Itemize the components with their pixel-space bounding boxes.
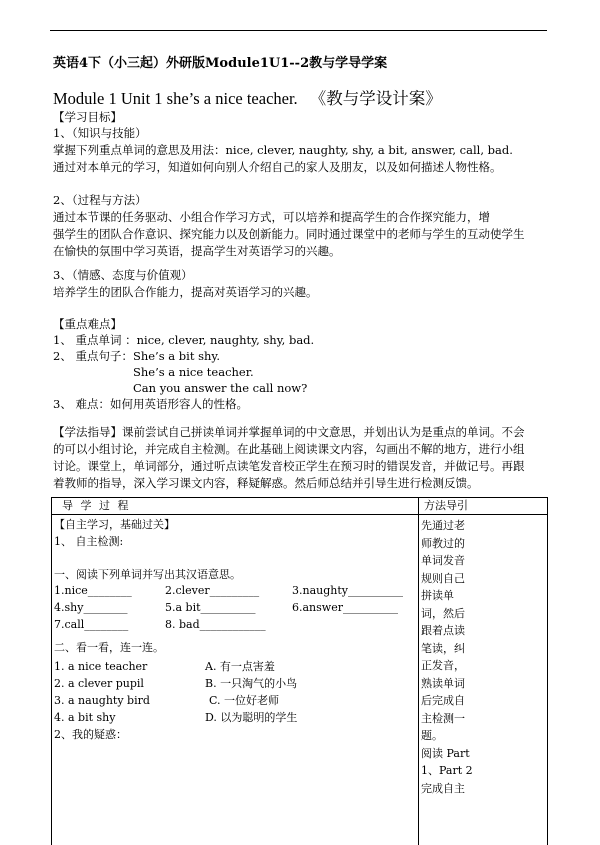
task-1-instruction: 一、阅读下列单词并写出其汉语意思。 [54, 568, 241, 581]
method-guide-line: 1、Part 2 [421, 764, 473, 777]
method-line-2: 的可以小组讨论，并完成自主检测。在此基础上阅读课文内容，勾画出不解的地方，进行小组 [53, 442, 525, 456]
match-left-item: 2. a clever pupil [54, 677, 144, 690]
method-guide-line: 词，然后 [421, 606, 465, 620]
objective-3-heading: 3、（情感、态度与价值观） [53, 268, 193, 282]
table-left-border [51, 497, 52, 845]
title-en: Module 1 Unit 1 she’s a nice teacher. [53, 89, 298, 108]
table-header-process: 导 学 过 程 [62, 499, 131, 512]
word-item: 2.clever_________ [165, 584, 260, 597]
word-item: 8. bad____________ [165, 618, 266, 631]
match-right-item: C. 一位好老师 [209, 694, 280, 707]
objectives-heading: 【学习目标】 [53, 110, 122, 124]
method-guide-line: 规则自己 [421, 571, 465, 585]
method-guide-line: 正发音， [421, 659, 465, 672]
objective-2-line-2: 强学生的团队合作意识、探究能力以及创新能力。同时通过课堂中的老师与学生的互动使学生 [53, 227, 525, 241]
word-item: 4.shy________ [54, 601, 128, 614]
table-column-divider [418, 497, 419, 845]
method-guide-column [421, 517, 473, 797]
objective-2-line-3: 在愉快的氛围中学习英语，提高学生对英语学习的兴趣。 [53, 244, 341, 258]
table-right-border [547, 497, 548, 845]
match-right-item: A. 有一点害羞 [205, 660, 275, 673]
objective-1-line-2: 通过对本单元的学习，知道如何向别人介绍自己的家人及朋友，以及如何描述人物性格。 [53, 160, 502, 174]
objective-3-line-1: 培养学生的团队合作能力，提高对英语学习的兴趣。 [53, 285, 318, 299]
top-rule [50, 30, 547, 31]
method-guide-line: 阅读 Part [421, 746, 470, 760]
keypoint-difficulty: 3、 难点：如何用英语形容人的性格。 [53, 397, 248, 411]
word-item: 1.nice________ [54, 584, 132, 597]
word-item: 7.call________ [54, 618, 129, 631]
keypoint-sentences: 2、 重点句子：She’s a bit shy. [53, 349, 221, 363]
page-title [53, 85, 442, 109]
method-guide-line: 主检测一 [421, 711, 465, 725]
match-left-item: 3. a naughty bird [54, 694, 150, 707]
method-line-3: 讨论。课堂上，单词部分，通过听点读笔发音校正学生在预习时的错误发音，并做记号。再跟 [53, 459, 525, 473]
objective-2-heading: 2、（过程与方法） [53, 193, 147, 207]
keypoint-sentence-2: She’s a nice teacher. [133, 365, 254, 379]
keypoint-words: 1、 重点单词 ：nice, clever, naughty, shy, bad. [53, 333, 315, 347]
self-check-label: 1、 自主检测: [54, 535, 124, 548]
method-guide-line: 师教过的 [421, 536, 465, 550]
match-right-item: D. 以为聪明的学生 [205, 711, 298, 724]
word-item: 3.naughty__________ [292, 584, 403, 597]
objective-1-heading: 1、（知识与技能） [53, 126, 147, 140]
objective-2-line-1: 通过本节课的任务驱动、小组合作学习方式，可以培养和提高学生的合作探究能力，增 [53, 210, 490, 224]
method-guide-line: 先通过老 [421, 519, 465, 532]
doubts-label: 2、我的疑惑： [54, 728, 127, 741]
method-guide-line: 熟读单词 [421, 676, 465, 690]
word-item: 6.answer__________ [292, 601, 398, 614]
match-left-item: 4. a bit shy [54, 711, 116, 724]
document-header: 英语4下（小三起）外研版Module1U1--2教与学导学案 [53, 56, 388, 71]
task-2-instruction: 二、看一看，连一连。 [54, 641, 164, 654]
match-right-item: B. 一只淘气的小鸟 [205, 677, 298, 690]
method-guide-line: 跟着点读 [421, 624, 465, 637]
method-guide-line: 单词发音 [421, 554, 465, 567]
table-top-border [51, 497, 548, 498]
keypoint-sentence-3: Can you answer the call now? [133, 381, 308, 395]
method-guide-line: 完成自主 [421, 781, 465, 795]
title-cn: 《教与学设计案》 [309, 89, 442, 108]
method-guide-line: 笔读，纠 [421, 641, 465, 655]
method-heading: 【学法指导】 [53, 425, 122, 439]
method-guide-line: 后完成自 [421, 694, 465, 707]
method-line-1: 【学法指导】课前尝试自己拼读单词并掌握单词的中文意思，并划出认为是重点的单词。不会 [53, 425, 525, 439]
table-header-method: 方法导引 [424, 499, 468, 512]
match-left-item: 1. a nice teacher [54, 660, 148, 673]
self-study-heading: 【自主学习，基础过关】 [54, 518, 175, 531]
keypoints-heading: 【重点难点】 [53, 317, 122, 331]
table-header-border [51, 514, 548, 515]
objective-1-line-1: 掌握下列重点单词的意思及用法：nice, clever, naughty, shy, a bit, answer, call, bad. [53, 143, 513, 157]
method-guide-line: 拼读单 [421, 589, 454, 602]
method-guide-line: 题。 [421, 729, 443, 742]
method-line-4: 着教师的指导，深入学习课文内容，释疑解惑。然后师总结并引导生进行检测反馈。 [53, 476, 479, 490]
word-item: 5.a bit__________ [165, 601, 256, 614]
